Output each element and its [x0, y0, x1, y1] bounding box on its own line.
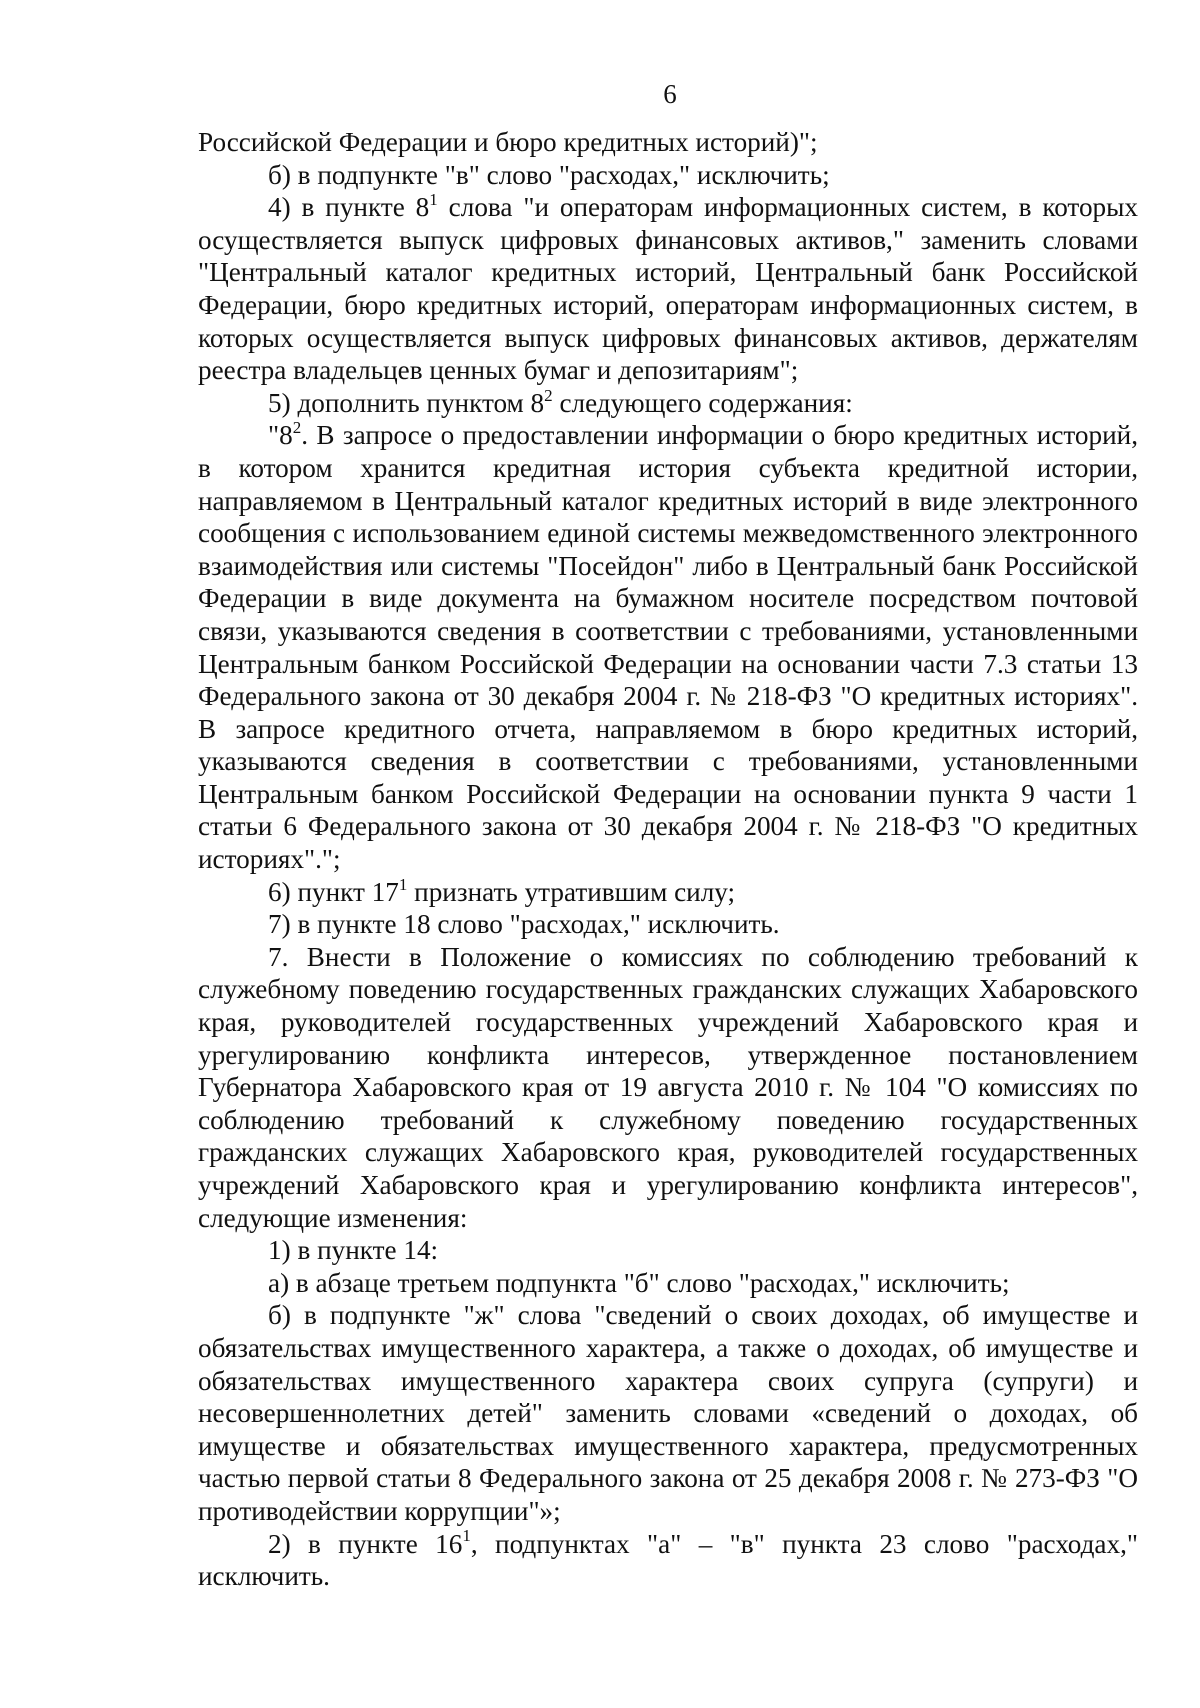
paragraph-text: , подпунктах "а" – "в" пункта 23 слово "расходах," исключить. — [198, 1528, 1138, 1592]
paragraph-text: признать утратившим силу; — [407, 876, 736, 907]
superscript: 1 — [429, 190, 438, 210]
page-number: 6 — [663, 79, 677, 109]
paragraph-continuation — [198, 126, 1138, 159]
paragraph-subitem-a — [198, 1267, 1138, 1300]
superscript: 1 — [462, 1526, 471, 1546]
paragraph-item-6 — [198, 876, 1138, 909]
paragraph-text: следующего содержания: — [552, 387, 853, 418]
paragraph-item-2 — [198, 1528, 1138, 1593]
paragraph-text: "8 — [268, 420, 293, 451]
paragraph-text: слова "и операторам информационных систем, в которых осуществляется выпуск цифровых финансовых активов," заменить словами "Центральный каталог кредитных историй, Центральный банк Российской Федерации, бюро кредитных историй, операторам информационных систем, в которых осуществляется выпуск цифровых финансовых активов, держателям реестра владельцев ценных бумаг и депозитариям"; — [198, 192, 1138, 386]
paragraph-text: 2) в пункте 16 — [268, 1528, 463, 1559]
paragraph-quoted-8-2 — [198, 419, 1138, 875]
paragraph-text: Российской Федерации и бюро кредитных историй)"; — [198, 127, 818, 157]
superscript: 2 — [292, 418, 302, 438]
paragraph-text: а) в абзаце третьем подпункта "б" слово "расходах," исключить; — [268, 1267, 1010, 1298]
paragraph-item-7 — [198, 908, 1138, 941]
paragraph-subitem-b-2 — [198, 1299, 1138, 1527]
paragraph-text: 5) дополнить пунктом 8 — [268, 387, 545, 418]
paragraph-subitem-b — [198, 159, 1138, 192]
paragraph-text: 6) пункт 17 — [268, 876, 399, 907]
superscript: 1 — [398, 874, 408, 894]
paragraph-text: 7. Внести в Положение о комиссиях по соблюдению требований к служебному поведению государственных гражданских служащих Хабаровского края, руководителей государственных учреждений Хабаровского края и урегулированию конфликта интересов, утвержденное постановлением Губернатора Хабаровского края от 19 августа 2010 г. № 104 "О комиссиях по соблюдению требований к служебному поведению государственных гражданских служащих Хабаровского края, руководителей государственных учреждений Хабаровского края и урегулированию конфликта интересов", следующие изменения: — [198, 941, 1138, 1233]
paragraph-item-5 — [198, 387, 1138, 420]
paragraph-text: б) в подпункте "в" слово "расходах," исключить; — [268, 159, 830, 190]
superscript: 2 — [544, 385, 553, 405]
paragraph-text: б) в подпункте "ж" слова "сведений о своих доходах, об имуществе и обязательствах имущественного характера, а также о доходах, об имуществе и обязательствах имущественного характера своих супруга (супруги) и несовершеннолетних детей" заменить словами «сведений о доходах, об имуществе и обязательствах имущественного характера, предусмотренных частью первой статьи 8 Федерального закона от 25 декабря 2008 г. № 273-ФЗ "О противодействии коррупции"»; — [198, 1300, 1138, 1526]
paragraph-section-7 — [198, 941, 1138, 1234]
paragraph-text: 4) в пункте 8 — [268, 192, 430, 223]
paragraph-item-4 — [198, 191, 1138, 387]
document-body — [198, 126, 1138, 1593]
paragraph-text: . В запросе о предоставлении информации о бюро кредитных историй, в котором хранится кредитная история субъекта кредитной истории, направляемом в Центральный каталог кредитных историй в виде электронного сообщения с использованием единой системы межведомственного электронного взаимодействия или системы "Посейдон" либо в Центральный банк Российской Федерации в виде документа на бумажном носителе посредством почтовой связи, указываются сведения в соответствии с требованиями, установленными Центральным банком Российской Федерации на основании части 7.3 статьи 13 Федерального закона от 30 декабря 2004 г. № 218-ФЗ "О кредитных историях". В запросе кредитного отчета, направляемом в бюро кредитных историй, указываются сведения в соответствии с требованиями, установленными Центральным банком Российской Федерации на основании пункта 9 части 1 статьи 6 Федерального закона от 30 декабря 2004 г. № 218-ФЗ "О кредитных историях"."; — [198, 420, 1138, 875]
paragraph-item-1 — [198, 1234, 1138, 1267]
paragraph-text: 1) в пункте 14: — [268, 1235, 439, 1266]
paragraph-text: 7) в пункте 18 слово "расходах," исключить. — [268, 909, 780, 940]
